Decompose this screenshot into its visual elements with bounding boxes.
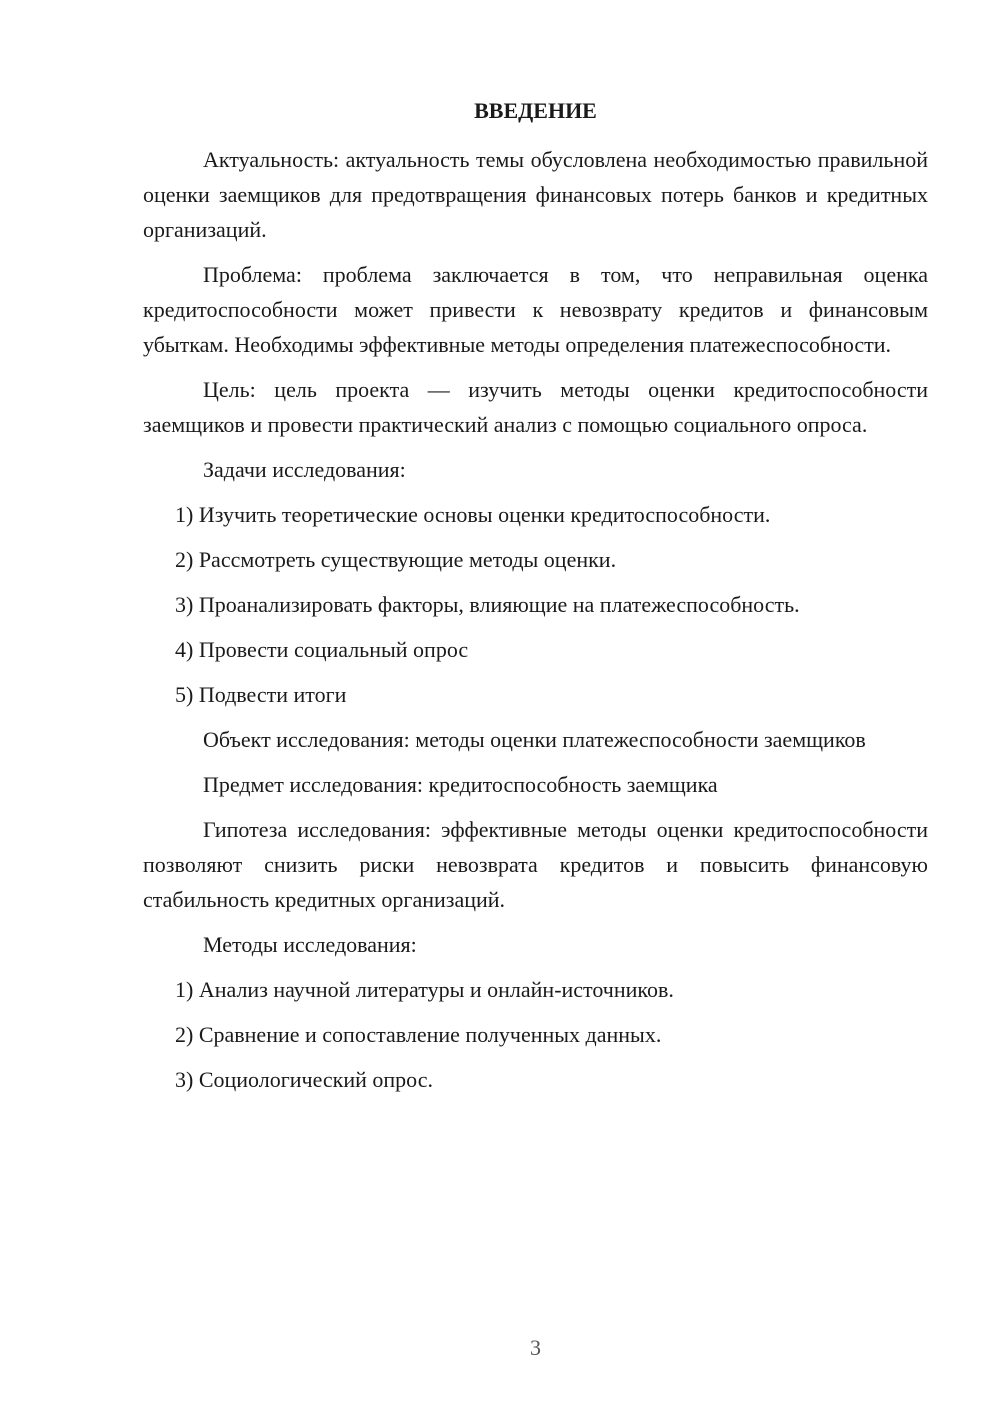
object-paragraph: Объект исследования: методы оценки платежеспособности заемщиков bbox=[203, 727, 866, 752]
goal-paragraph: Цель: цель проекта — изучить методы оценки кредитоспособности заемщиков и провести практический анализ с помощью социального опроса. bbox=[143, 377, 928, 437]
task-item-1: 1) Изучить теоретические основы оценки кредитоспособности. bbox=[175, 502, 771, 527]
page-title: ВВЕДЕНИЕ bbox=[474, 98, 597, 123]
page-number: 3 bbox=[530, 1335, 541, 1360]
methods-heading: Методы исследования: bbox=[203, 932, 417, 957]
method-item-3: 3) Социологический опрос. bbox=[175, 1067, 433, 1092]
tasks-heading: Задачи исследования: bbox=[203, 457, 406, 482]
method-item-2: 2) Сравнение и сопоставление полученных данных. bbox=[175, 1022, 662, 1047]
task-item-2: 2) Рассмотреть существующие методы оценки. bbox=[175, 547, 617, 572]
task-item-4: 4) Провести социальный опрос bbox=[175, 637, 469, 662]
tasks-list bbox=[143, 497, 928, 712]
document-page bbox=[143, 0, 928, 1414]
document-body bbox=[143, 142, 928, 1107]
problem-paragraph: Проблема: проблема заключается в том, что неправильная оценка кредитоспособности может привести к невозврату кредитов и финансовым убыткам. Необходимы эффективные методы определения платежеспособности. bbox=[143, 262, 928, 357]
hypothesis-paragraph: Гипотеза исследования: эффективные методы оценки кредитоспособности позволяют снизить риски невозврата кредитов и повысить финансовую стабильность кредитных организаций. bbox=[143, 817, 928, 912]
task-item-3: 3) Проанализировать факторы, влияющие на платежеспособность. bbox=[175, 592, 800, 617]
task-item-5: 5) Подвести итоги bbox=[175, 682, 347, 707]
relevance-paragraph: Актуальность: актуальность темы обусловлена необходимостью правильной оценки заемщиков для предотвращения финансовых потерь банков и кредитных организаций. bbox=[143, 147, 928, 242]
methods-list bbox=[143, 972, 928, 1097]
subject-paragraph: Предмет исследования: кредитоспособность заемщика bbox=[203, 772, 718, 797]
method-item-1: 1) Анализ научной литературы и онлайн-источников. bbox=[175, 977, 674, 1002]
